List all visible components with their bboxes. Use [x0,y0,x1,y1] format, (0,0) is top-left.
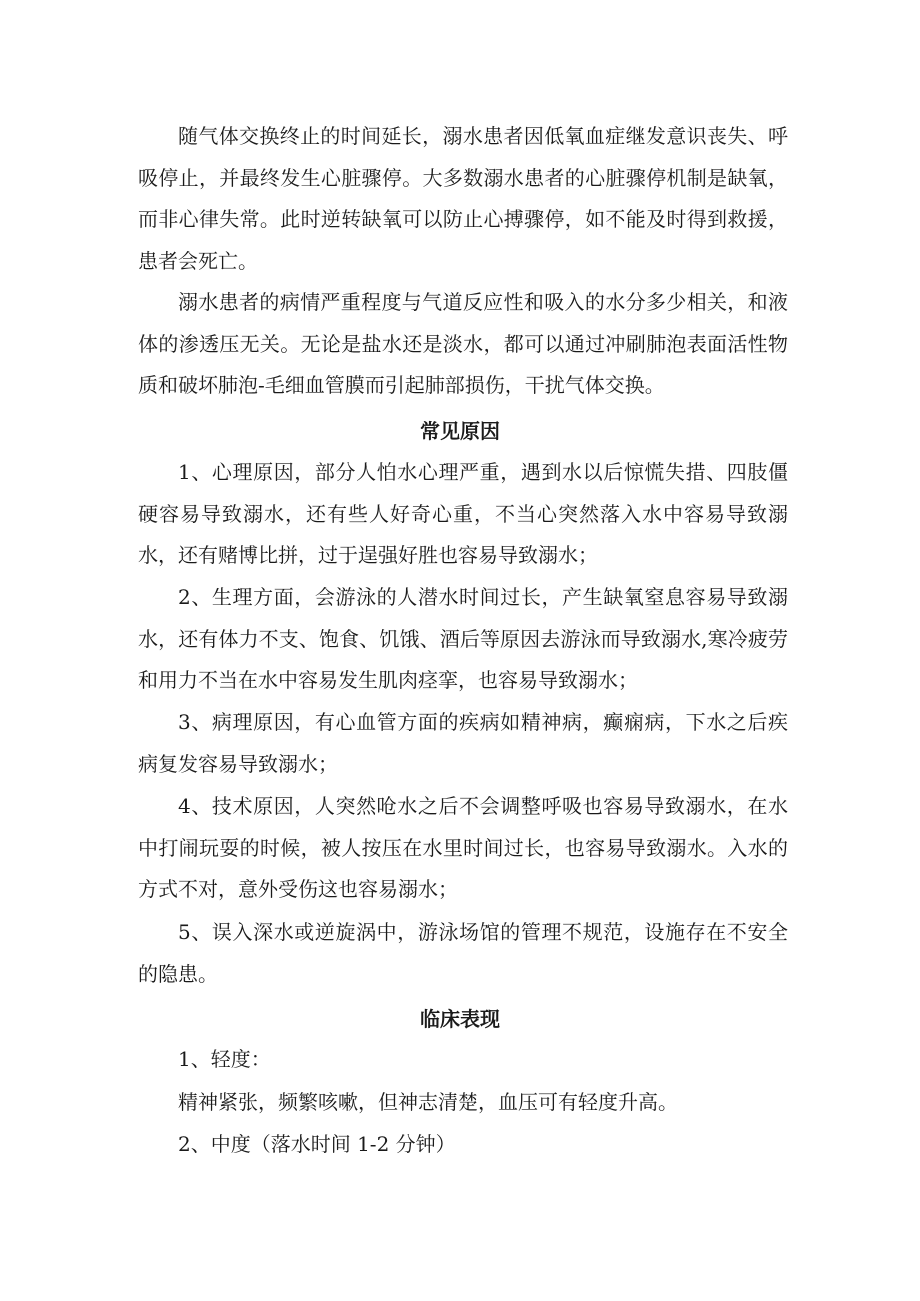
clinical-moderate-label: 2、中度（落水时间 1-2 分钟） [178,1132,456,1156]
cause-item-2: 2、生理方面，会游泳的人潜水时间过长，产生缺氧窒息容易导致溺水，还有体力不支、饱食、饥饿、酒后等原因去游泳而导致溺水,寒冷疲劳和用力不当在水中容易发生肌肉痉挛，也容易导致溺水； [138,585,788,692]
cause-item-5: 5、误入深水或逆旋涡中，游泳场馆的管理不规范，设施存在不安全的隐患。 [138,920,788,986]
cause-item-3: 3、病理原因，有心血管方面的疾病如精神病，癫痫病，下水之后疾病复发容易导致溺水； [138,710,788,776]
cause-item-1: 1、心理原因，部分人怕水心理严重，遇到水以后惊慌失措、四肢僵硬容易导致溺水，还有些人好奇心重，不当心突然落入水中容易导致溺水，还有赌博比拼，过于逞强好胜也容易导致溺水； [138,460,788,567]
clinical-mild-description: 精神紧张，频繁咳嗽，但神志清楚，血压可有轻度升高。 [178,1090,678,1114]
clinical-mild-label: 1、轻度： [178,1047,271,1071]
section-heading-clinical: 临床表现 [420,1007,500,1031]
section-heading-causes: 常见原因 [420,419,500,443]
intro-paragraph-hypoxia: 随气体交换终止的时间延长，溺水患者因低氧血症继发意识丧失、呼吸停止，并最终发生心脏骤停。大多数溺水患者的心脏骤停机制是缺氧，而非心律失常。此时逆转缺氧可以防止心搏骤停，如不能及时得到救援，患者会死亡。 [138,124,788,273]
intro-paragraph-severity: 溺水患者的病情严重程度与气道反应性和吸入的水分多少相关，和液体的渗透压无关。无论是盐水还是淡水，都可以通过冲刷肺泡表面活性物质和破坏肺泡-毛细血管膜而引起肺部损伤，干扰气体交换。 [138,290,788,397]
cause-item-4: 4、技术原因，人突然呛水之后不会调整呼吸也容易导致溺水，在水中打闹玩耍的时候，被人按压在水里时间过长，也容易导致溺水。入水的方式不对，意外受伤这也容易溺水； [138,794,788,901]
